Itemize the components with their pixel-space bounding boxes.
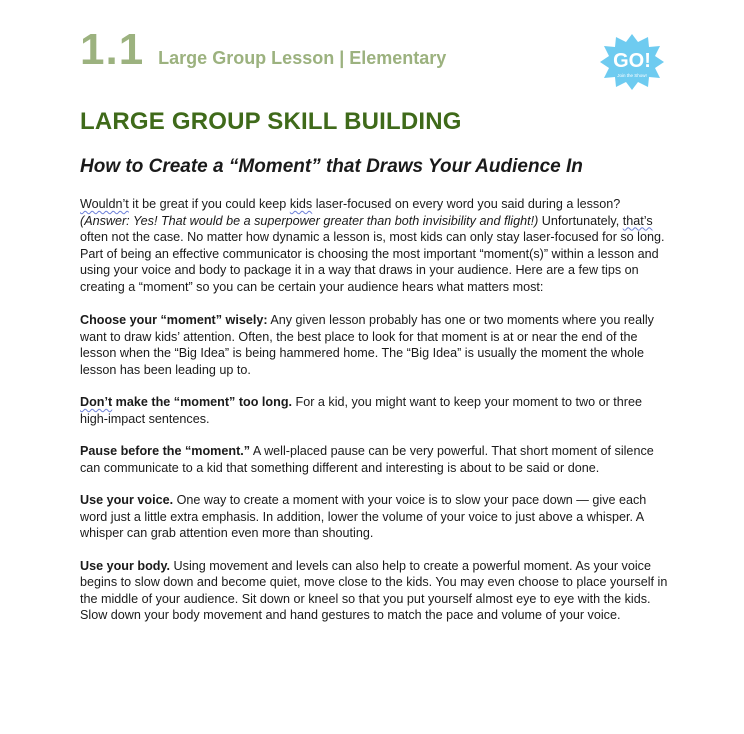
tip-body: Using movement and levels can also help to create a powerful moment. As your voice begins to slow down and become quiet, move close to the kids. You may even choose to place yourself in the middle of your audience. Sit down or kneel so that you put yourself almost eye to eye with the kids. Slow down your body movement and hand gestures to match the pace and volume of your voice. <box>80 558 668 622</box>
lesson-number: 1.1 <box>80 25 145 74</box>
tip-heading: Use your body. <box>80 558 171 573</box>
intro-answer: (Answer: Yes! That would be a superpower greater than both invisibility and flight!) <box>80 213 539 228</box>
tip-body: A well-placed pause can be very powerful. That short moment of silence can communicate to a kid that something different and interesting is about to be said or done. <box>80 444 654 475</box>
intro-paragraph <box>80 196 670 295</box>
tip-paragraph <box>80 443 670 476</box>
intro-word: that’s <box>622 213 653 228</box>
tip-heading-word: Don’t <box>80 395 113 409</box>
tip-body: Any given lesson probably has one or two moments where you really want to draw kids’ attention. Often, the best place to look for that moment is at or near the end of the lesson when the “Big Idea” is being hammered home. The “Big Idea” is usually the moment the whole lesson has been leading up to. <box>80 313 654 377</box>
tip-heading: Pause before the “moment.” <box>80 444 251 458</box>
lesson-type: Large Group Lesson | Elementary <box>158 48 447 68</box>
section-title: LARGE GROUP SKILL BUILDING <box>80 108 462 135</box>
tip-heading: Choose your “moment” wisely: <box>80 313 268 327</box>
intro-text: laser-focused on every word you said during a lesson? <box>312 197 621 211</box>
tip-paragraph <box>80 394 670 427</box>
intro-text: it be great if you could keep <box>128 197 290 211</box>
tip-paragraph <box>80 558 670 624</box>
logo-text: GO! <box>613 50 651 72</box>
tip-body: For a kid, you might want to keep your moment to two or three high-impact sentences. <box>80 395 643 426</box>
intro-word: kids <box>289 197 313 211</box>
tip-heading: Use your voice. <box>80 493 174 507</box>
lesson-header <box>80 25 447 74</box>
intro-text: Unfortunately, <box>538 213 623 228</box>
logo-tagline: Join the Show! <box>617 73 647 78</box>
subtitle: How to Create a “Moment” that Draws Your Audience In <box>80 156 583 177</box>
go-logo <box>598 32 666 92</box>
tip-heading: make the “moment” too long. <box>112 395 293 409</box>
tip-paragraph <box>80 492 670 542</box>
intro-text: often not the case. No matter how dynamic a lesson is, most kids can only stay laser-focused for so long. Part of being an effective communicator is choosing the most important “moment(s)” within a lesson and using your voice and body to package it in a way that draws in your audience. Here are a few tips on creating a “moment” so you can be certain your audience hears what matters most: <box>80 230 665 294</box>
intro-word: Wouldn’t <box>80 197 129 211</box>
tip-paragraph <box>80 312 670 378</box>
tip-body: One way to create a moment with your voice is to slow your pace down — give each word just a little extra emphasis. In addition, lower the volume of your voice to just above a whisper. A whisper can grab attention even more than shouting. <box>80 493 647 540</box>
lesson-body <box>80 196 670 640</box>
